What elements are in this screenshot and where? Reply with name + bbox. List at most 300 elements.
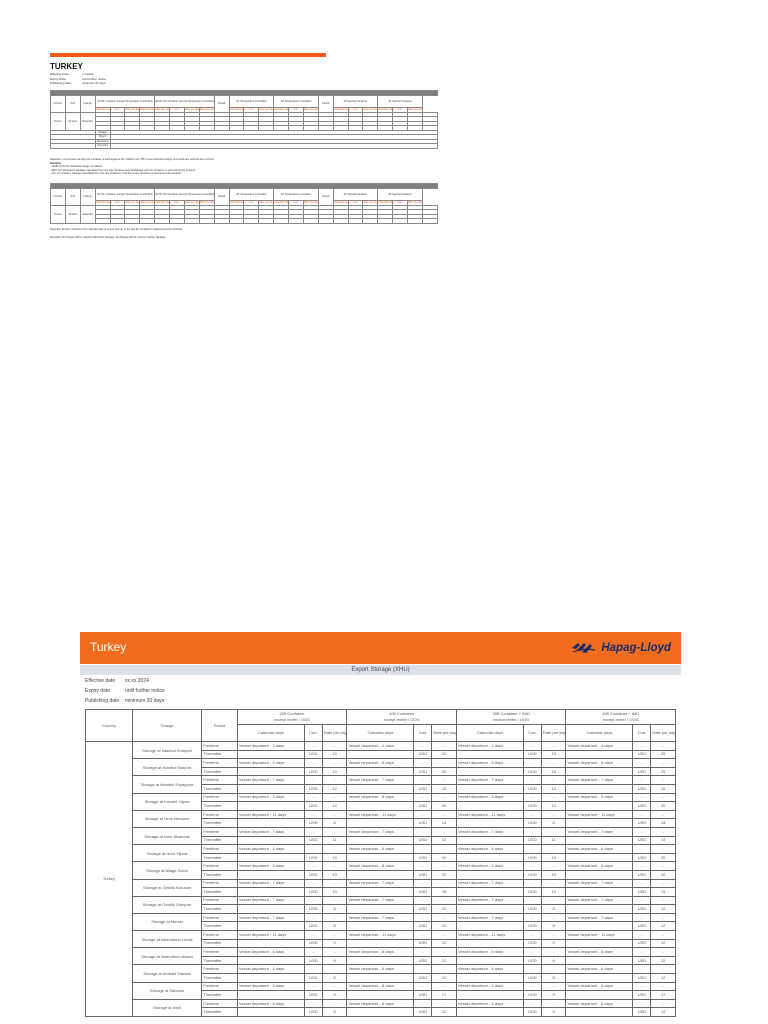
- days-cell: Vessel departure - 6 days: [456, 999, 523, 1008]
- rate-cell: 12: [651, 956, 676, 965]
- table-cell: [347, 905, 414, 914]
- table-cell: [456, 905, 523, 914]
- hapag-lloyd-wave-icon: [571, 641, 597, 654]
- period-cell: Freetime: [202, 913, 238, 922]
- rate-cell: 8: [322, 905, 347, 914]
- table-cell: [95, 219, 110, 224]
- currency-cell: USD: [414, 836, 432, 845]
- rate-cell: 10: [322, 750, 347, 759]
- currency-cell: USD: [414, 819, 432, 828]
- days-cell: Vessel departure - 7 days: [237, 879, 304, 888]
- table-cell: Rate per day: [125, 201, 140, 205]
- table-cell: [347, 802, 414, 811]
- table-cell: [456, 853, 523, 862]
- days-cell: Vessel departure - 5 days: [456, 759, 523, 768]
- table-cell: -: [322, 845, 347, 854]
- table-cell: -: [541, 742, 566, 751]
- table-cell: [456, 991, 523, 1000]
- table-row: [86, 793, 676, 802]
- rate-cell: 15: [651, 784, 676, 793]
- period-cell: Freetime: [202, 810, 238, 819]
- currency-cell: USD: [523, 974, 541, 983]
- days-cell: Vessel departure - 6 days: [237, 845, 304, 854]
- table-cell: 20'/40' Container (except Temperature Controlled): [95, 96, 155, 108]
- charge-cell: Storage at Istanbul Evyapport: [132, 776, 201, 793]
- rate-cell: 10: [322, 767, 347, 776]
- table-cell: [566, 767, 633, 776]
- table-cell: 20' Special Container: [333, 96, 378, 108]
- charge-cell: Storage at Iskenderun Assan: [132, 948, 201, 965]
- charge-cell: Storage at Izmir Alsancak: [132, 827, 201, 844]
- table-cell: -: [304, 965, 322, 974]
- table-cell: [347, 991, 414, 1000]
- table-cell: -: [322, 827, 347, 836]
- rate-cell: 8: [541, 974, 566, 983]
- rate-cell: 12: [432, 974, 457, 983]
- table-cell: [456, 1008, 523, 1017]
- hapag-lloyd-logo: Hapag-Lloyd: [571, 641, 671, 654]
- table-cell: -: [633, 742, 651, 751]
- rate-cell: 9: [322, 939, 347, 948]
- days-cell: Vessel departure - 7 days: [347, 827, 414, 836]
- table-cell: [237, 836, 304, 845]
- currency-cell: USD: [304, 870, 322, 879]
- days-cell: Vessel departure - 11 days: [347, 810, 414, 819]
- rate-cell: 9: [541, 991, 566, 1000]
- table-cell: -: [541, 999, 566, 1008]
- table-cell: -: [651, 759, 676, 768]
- currency-cell: USD: [633, 767, 651, 776]
- table-cell: -: [523, 931, 541, 940]
- meta-row: Publishing Date: minimum 30 days: [50, 81, 106, 85]
- rate-cell: 8: [322, 974, 347, 983]
- table-cell: [347, 870, 414, 879]
- table-cell: Turkey: [51, 205, 66, 223]
- table-cell: -: [304, 810, 322, 819]
- table-cell: -: [322, 759, 347, 768]
- table-row: [86, 982, 676, 991]
- table-cell: 20'/40' HC Container (except Temperature Controlled): [155, 96, 215, 108]
- days-cell: Vessel departure - 6 days: [347, 965, 414, 974]
- days-cell: Vessel departure - 6 days: [566, 845, 633, 854]
- period-cell: Thereafter: [202, 1008, 238, 1017]
- subheader-rate: Rate per day: [432, 725, 457, 742]
- meta-row: Effective Date: x.x.2024: [50, 72, 94, 76]
- table-cell: Rate per day: [140, 108, 155, 112]
- table-cell: Country: [51, 189, 66, 206]
- table-cell: -: [523, 759, 541, 768]
- rate-cell: 12: [432, 1008, 457, 1017]
- table-cell: -: [651, 913, 676, 922]
- table-cell: [456, 784, 523, 793]
- period-cell: Freetime: [202, 759, 238, 768]
- table-cell: -: [633, 793, 651, 802]
- rate-cell: 12: [432, 922, 457, 931]
- table-cell: -: [432, 948, 457, 957]
- table-cell: [566, 974, 633, 983]
- table-cell: -: [322, 862, 347, 871]
- table-cell: [155, 219, 170, 224]
- period-cell: Thereafter: [202, 819, 238, 828]
- table-cell: [347, 974, 414, 983]
- period-cell: Thereafter: [202, 784, 238, 793]
- table-cell: -: [541, 776, 566, 785]
- table-cell: -: [633, 810, 651, 819]
- currency-cell: USD: [304, 939, 322, 948]
- header-20ft-imo: 20ft Container + IMO except reefer / OOG: [456, 710, 566, 725]
- table-cell: -: [432, 931, 457, 940]
- table-cell: -: [651, 776, 676, 785]
- table-cell: [237, 888, 304, 897]
- subheader-rate: Rate per day: [541, 725, 566, 742]
- period-cell: Freetime: [202, 999, 238, 1008]
- table-row: [86, 999, 676, 1008]
- table-cell: -: [523, 879, 541, 888]
- table-cell: -: [541, 982, 566, 991]
- table-cell: [237, 750, 304, 759]
- currency-cell: USD: [523, 922, 541, 931]
- charge-cell: Storage at Aliaga Socar: [132, 862, 201, 879]
- days-cell: Vessel departure - 7 days: [347, 913, 414, 922]
- subheader-days: Calendar days: [566, 725, 633, 742]
- table-cell: -: [651, 999, 676, 1008]
- rate-cell: 10: [322, 888, 347, 897]
- table-cell: [347, 836, 414, 845]
- table-cell: 40' Special Container: [378, 96, 423, 108]
- table-cell: 20' Temperature Controlled: [229, 189, 274, 201]
- period-cell: Thereafter: [202, 991, 238, 1000]
- table-cell: -: [541, 965, 566, 974]
- currency-cell: USD: [304, 836, 322, 845]
- days-cell: Vessel departure - 7 days: [237, 913, 304, 922]
- rate-cell: 14: [432, 819, 457, 828]
- table-cell: [348, 219, 363, 224]
- rate-cell: 8: [541, 905, 566, 914]
- table-cell: -: [322, 913, 347, 922]
- currency-cell: USD: [523, 767, 541, 776]
- currency-cell: USD: [304, 750, 322, 759]
- header-40ft: 40ft Container except reefer / OOG: [347, 710, 457, 725]
- days-cell: Vessel departure - 7 days: [566, 827, 633, 836]
- rate-cell: 20: [651, 853, 676, 862]
- table-cell: Period: [318, 189, 333, 206]
- days-cell: Vessel departure - 6 days: [347, 862, 414, 871]
- detention-table-2: [50, 183, 438, 224]
- table-cell: -: [633, 896, 651, 905]
- table-cell: 20'/40' HC Container (except Temperature Controlled): [155, 189, 215, 201]
- period-cell: Freetime: [202, 896, 238, 905]
- days-cell: Vessel departure - 11 days: [237, 810, 304, 819]
- table-cell: -: [432, 759, 457, 768]
- table-cell: -: [414, 742, 432, 751]
- rate-cell: 20: [432, 853, 457, 862]
- table-cell: -: [414, 845, 432, 854]
- charge-cell: Storage at Istanbul Kumport: [132, 742, 201, 759]
- days-cell: Vessel departure - 11 days: [456, 810, 523, 819]
- table-cell: [170, 219, 185, 224]
- table-cell: -: [633, 965, 651, 974]
- period-cell: Thereafter: [202, 836, 238, 845]
- table-cell: [237, 991, 304, 1000]
- table-cell: [566, 922, 633, 931]
- currency-cell: USD: [414, 974, 432, 983]
- table-cell: -: [432, 776, 457, 785]
- document-title: TURKEY: [50, 62, 83, 71]
- table-cell: -: [651, 965, 676, 974]
- currency-cell: USD: [633, 836, 651, 845]
- table-cell: Rate per day: [303, 201, 319, 205]
- table-cell: [566, 750, 633, 759]
- table-cell: [456, 956, 523, 965]
- table-cell: Curr.: [170, 201, 185, 206]
- currency-cell: USD: [304, 991, 322, 1000]
- export-storage-page: [80, 632, 681, 1024]
- table-header-row: [51, 189, 438, 201]
- table-cell: -: [523, 913, 541, 922]
- table-cell: -: [304, 862, 322, 871]
- table-cell: Period: [214, 189, 229, 206]
- period-cell: Thereafter: [202, 905, 238, 914]
- table-cell: -: [432, 982, 457, 991]
- rate-cell: 10: [541, 853, 566, 862]
- table-cell: Monitoring: [96, 139, 109, 143]
- currency-cell: USD: [414, 1008, 432, 1017]
- table-cell: Port: [65, 96, 80, 113]
- table-cell: -: [651, 845, 676, 854]
- rate-cell: 11: [322, 836, 347, 845]
- days-cell: Vessel departure - 7 days: [456, 776, 523, 785]
- table-cell: [237, 922, 304, 931]
- table-cell: Detention: [80, 205, 95, 223]
- table-cell: [456, 819, 523, 828]
- period-cell: Thereafter: [202, 939, 238, 948]
- table-cell: -: [322, 810, 347, 819]
- table-cell: [378, 219, 393, 224]
- days-cell: Vessel departure - 5 days: [347, 793, 414, 802]
- currency-cell: USD: [414, 750, 432, 759]
- period-cell: Freetime: [202, 862, 238, 871]
- table-cell: -: [541, 913, 566, 922]
- table-cell: [566, 1008, 633, 1017]
- table-cell: -: [523, 776, 541, 785]
- days-cell: Vessel departure - 6 days: [347, 948, 414, 957]
- charge-cell: Storage at Gemlik Borusan: [132, 879, 201, 896]
- currency-cell: USD: [414, 939, 432, 948]
- table-cell: -: [304, 827, 322, 836]
- table-cell: -: [432, 913, 457, 922]
- table-cell: [456, 836, 523, 845]
- table-cell: Calendar days: [274, 201, 291, 205]
- rate-cell: 8: [322, 922, 347, 931]
- table-cell: -: [414, 759, 432, 768]
- table-cell: -: [322, 776, 347, 785]
- table-cell: [237, 853, 304, 862]
- table-cell: -: [651, 742, 676, 751]
- table-cell: -: [414, 896, 432, 905]
- currency-cell: USD: [633, 853, 651, 862]
- rate-cell: 8: [541, 956, 566, 965]
- rate-cell: 12: [651, 922, 676, 931]
- table-cell: [51, 144, 96, 149]
- table-cell: [566, 836, 633, 845]
- period-cell: Freetime: [202, 845, 238, 854]
- currency-cell: USD: [523, 888, 541, 897]
- rate-cell: 25: [651, 750, 676, 759]
- header-20ft: 20ft Container except reefer / OOG: [237, 710, 347, 725]
- table-row: [86, 913, 676, 922]
- table-cell: [237, 974, 304, 983]
- table-cell: Calendar days: [95, 108, 112, 112]
- table-row: [86, 776, 676, 785]
- subheader-curr: Curr.: [523, 725, 541, 742]
- rate-cell: 14: [651, 819, 676, 828]
- currency-cell: USD: [523, 870, 541, 879]
- subheader-curr: Curr.: [633, 725, 651, 742]
- days-cell: Vessel departure - 7 days: [566, 896, 633, 905]
- table-cell: [303, 219, 318, 224]
- table-cell: Calendar days: [95, 201, 112, 205]
- days-cell: Vessel departure - 6 days: [456, 982, 523, 991]
- table-cell: -: [651, 879, 676, 888]
- table-cell: Curr.: [244, 108, 259, 113]
- table-cell: Charge: [80, 189, 95, 206]
- table-cell: Period: [318, 96, 333, 113]
- table-cell: -: [304, 931, 322, 940]
- table-cell: -: [541, 759, 566, 768]
- period-cell: Thereafter: [202, 888, 238, 897]
- table-row: [86, 845, 676, 854]
- table-row: [86, 759, 676, 768]
- period-cell: Thereafter: [202, 922, 238, 931]
- table-cell: -: [633, 948, 651, 957]
- table-cell: [237, 939, 304, 948]
- table-cell: Plug in: [95, 135, 110, 140]
- table-cell: Calendar days: [155, 108, 172, 112]
- currency-cell: USD: [414, 922, 432, 931]
- currency-cell: USD: [523, 939, 541, 948]
- days-cell: Vessel departure - 6 days: [566, 999, 633, 1008]
- period-cell: Thereafter: [202, 956, 238, 965]
- table-row: [86, 862, 676, 871]
- rate-cell: 12: [432, 956, 457, 965]
- table-cell: [237, 784, 304, 793]
- rate-cell: 8: [541, 1008, 566, 1017]
- currency-cell: USD: [633, 802, 651, 811]
- table-cell: 20'/40' Container (except Temperature Controlled): [95, 189, 155, 201]
- subheader-curr: Curr.: [414, 725, 432, 742]
- table-cell: [393, 219, 408, 224]
- subheader-rate: Rate per day: [651, 725, 676, 742]
- days-cell: Vessel departure - 5 days: [347, 759, 414, 768]
- currency-cell: USD: [304, 922, 322, 931]
- table-cell: Rate per day: [303, 108, 319, 112]
- table-cell: -: [523, 827, 541, 836]
- rate-cell: 20: [432, 870, 457, 879]
- period-cell: Freetime: [202, 931, 238, 940]
- charge-cell: Storage at Gemlik Gemport: [132, 896, 201, 913]
- days-cell: Vessel departure - 4 days: [456, 742, 523, 751]
- detention-notes-2: Detention Period: continues from calendar day of empty pick-up to the day the container is delivered at the terminal Remarks: All charges will be used for Merchant Haulage; all charges will be used for Carrier Haulage: [50, 228, 182, 239]
- meta-row: Effective date xx.xx.2024: [85, 678, 149, 684]
- rate-cell: 8: [322, 956, 347, 965]
- table-cell: -: [414, 793, 432, 802]
- table-cell: -: [414, 862, 432, 871]
- charge-cell: Storage at Izmit: [132, 999, 201, 1016]
- currency-cell: USD: [304, 784, 322, 793]
- table-cell: [456, 750, 523, 759]
- table-cell: -: [304, 948, 322, 957]
- table-cell: [566, 784, 633, 793]
- table-cell: -: [541, 810, 566, 819]
- table-cell: -: [414, 879, 432, 888]
- days-cell: Vessel departure - 6 days: [237, 965, 304, 974]
- period-cell: Freetime: [202, 982, 238, 991]
- table-cell: Curr.: [110, 108, 125, 113]
- period-cell: Freetime: [202, 948, 238, 957]
- table-cell: -: [523, 965, 541, 974]
- rate-cell: 15: [432, 888, 457, 897]
- days-cell: Vessel departure - 7 days: [566, 776, 633, 785]
- rate-cell: 8: [541, 819, 566, 828]
- currency-cell: USD: [414, 956, 432, 965]
- table-row: [86, 931, 676, 940]
- table-cell: Calendar days: [229, 201, 246, 205]
- rate-cell: 25: [651, 767, 676, 776]
- days-cell: Vessel departure - 7 days: [347, 879, 414, 888]
- currency-cell: USD: [414, 767, 432, 776]
- table-cell: -: [541, 931, 566, 940]
- table-cell: Turkey: [51, 112, 66, 130]
- rate-cell: 8: [322, 1008, 347, 1017]
- days-cell: Vessel departure - 7 days: [237, 896, 304, 905]
- table-cell: -: [432, 742, 457, 751]
- table-cell: -: [432, 862, 457, 871]
- subheader-days: Calendar days: [456, 725, 523, 742]
- rate-cell: 15: [541, 767, 566, 776]
- period-cell: Freetime: [202, 742, 238, 751]
- table-cell: [408, 219, 423, 224]
- charge-cell: Storage at Mersin: [132, 913, 201, 930]
- period-cell: Thereafter: [202, 802, 238, 811]
- charge-cell: Storage at Izmir Yilport: [132, 845, 201, 862]
- currency-cell: USD: [523, 991, 541, 1000]
- currency-cell: USD: [304, 819, 322, 828]
- currency-cell: USD: [523, 956, 541, 965]
- currency-cell: USD: [304, 905, 322, 914]
- table-cell: Rate per day: [199, 201, 215, 205]
- table-cell: [347, 922, 414, 931]
- table-cell: 40' Temperature Controlled: [274, 96, 319, 108]
- rate-cell: 20: [432, 767, 457, 776]
- table-cell: -: [322, 999, 347, 1008]
- currency-cell: USD: [414, 853, 432, 862]
- table-row: [86, 810, 676, 819]
- table-cell: [363, 219, 378, 224]
- table-cell: [566, 819, 633, 828]
- days-cell: Vessel departure - 7 days: [566, 879, 633, 888]
- currency-cell: USD: [633, 991, 651, 1000]
- rate-cell: 8: [541, 922, 566, 931]
- table-cell: -: [414, 948, 432, 957]
- table-cell: -: [414, 965, 432, 974]
- table-cell: 40' Temperature Controlled: [274, 189, 319, 201]
- table-cell: Rate per day: [140, 201, 155, 205]
- table-cell: Rate per day: [363, 108, 378, 112]
- currency-cell: USD: [633, 956, 651, 965]
- rate-cell: 12: [651, 905, 676, 914]
- table-cell: -: [541, 862, 566, 871]
- header-period: Period: [202, 710, 238, 742]
